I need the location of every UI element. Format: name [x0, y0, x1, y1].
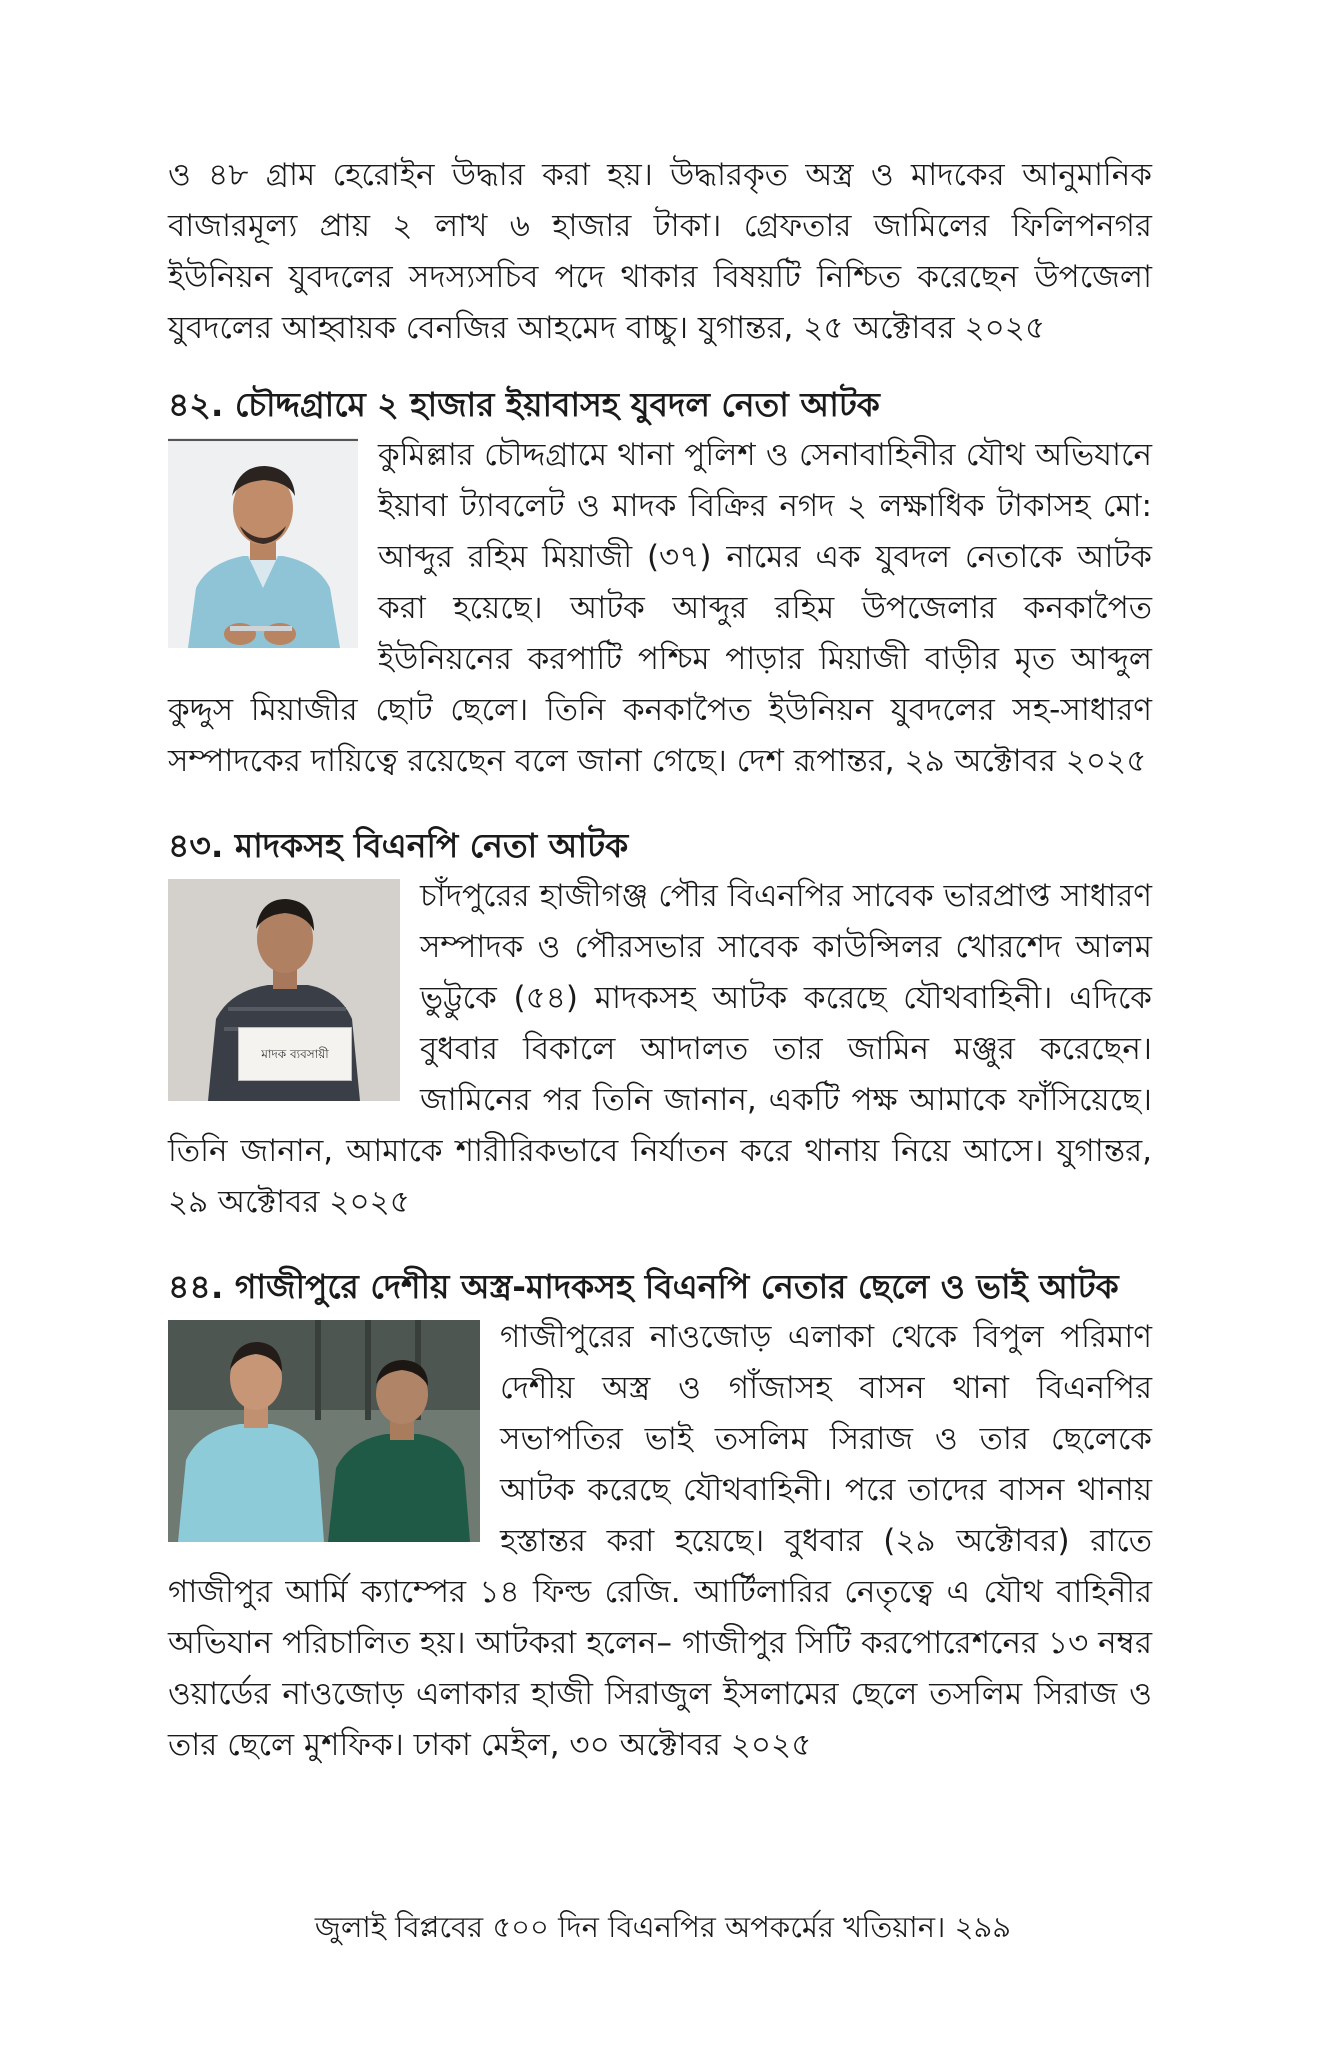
placard	[238, 1027, 352, 1081]
article-44	[168, 1262, 1152, 1771]
article-photo	[168, 438, 358, 648]
article-text: চাঁদপুরের হাজীগঞ্জ পৌর বিএনপির সাবেক ভারপ্রাপ্ত সাধারণ সম্পাদক ও পৌরসভার সাবেক কাউন্সিলর খোরশেদ আলম ভুট্টুকে (৫৪) মাদকসহ আটক করেছে যৌথবাহিনী। এদিকে বুধবার বিকালে আদালত তার জামিন মঞ্জুর করেছেন। জামিনের পর তিনি জানান, একটি পক্ষ আমাকে ফাঁসিয়েছে। তিনি জানান, আমাকে শারীরিকভাবে নির্যাতন করে থানায় নিয়ে আসে। যুগান্তর, ২৯ অক্টোবর ২০২৫	[168, 878, 1152, 1220]
page-footer: জুলাই বিপ্লবের ৫০০ দিন বিএনপির অপকর্মের খতিয়ান। ২৯৯	[314, 1910, 1012, 1944]
article-heading: ৪৩. মাদকসহ বিএনপি নেতা আটক	[168, 826, 629, 865]
article-photo	[168, 879, 400, 1101]
article-photo	[168, 1320, 480, 1542]
article-43	[168, 821, 1152, 1228]
article-text: গাজীপুরের নাওজোড় এলাকা থেকে বিপুল পরিমাণ দেশীয় অস্ত্র ও গাঁজাসহ বাসন থানা বিএনপির সভাপতির ভাই তসলিম সিরাজ ও তার ছেলেকে আটক করেছে যৌথবাহিনী। পরে তাদের বাসন থানায় হস্তান্তর করা হয়েছে। বুধবার (২৯ অক্টোবর) রাতে গাজীপুর আর্মি ক্যাম্পের ১৪ ফিল্ড রেজি. আর্টিলারির নেতৃত্বে এ যৌথ বাহিনীর অভিযান পরিচালিত হয়। আটকরা হলেন– গাজীপুর সিটি করপোরেশনের ১৩ নম্বর ওয়ার্ডের নাওজোড় এলাকার হাজী সিরাজুল ইসলামের ছেলে তসলিম সিরাজ ও তার ছেলে মুশফিক। ঢাকা মেইল, ৩০ অক্টোবর ২০২৫	[168, 1319, 1152, 1763]
intro-paragraph: ও ৪৮ গ্রাম হেরোইন উদ্ধার করা হয়। উদ্ধারকৃত অস্ত্র ও মাদকের আনুমানিক বাজারমূল্য প্রায় ২ লাখ ৬ হাজার টাকা। গ্রেফতার জামিলের ফিলিপনগর ইউনিয়ন যুবদলের সদস্যসচিব পদে থাকার বিষয়টি নিশ্চিত করেছেন উপজেলা যুবদলের আহ্বায়ক বেনজির আহমেদ বাচ্চু। যুগান্তর, ২৫ অক্টোবর ২০২৫	[168, 157, 1152, 346]
article-text: কুমিল্লার চৌদ্দগ্রামে থানা পুলিশ ও সেনাবাহিনীর যৌথ অভিযানে ইয়াবা ট্যাবলেট ও মাদক বিক্রির নগদ ২ লক্ষাধিক টাকাসহ মো: আব্দুর রহিম মিয়াজী (৩৭) নামের এক যুবদল নেতাকে আটক করা হয়েছে। আটক আব্দুর রহিম উপজেলার কনকাপৈত ইউনিয়নের করপাটি পশ্চিম পাড়ার মিয়াজী বাড়ীর মৃত আব্দুল কুদ্দুস মিয়াজীর ছোট ছেলে। তিনি কনকাপৈত ইউনিয়ন যুবদলের সহ-সাধারণ সম্পাদকের দায়িত্বে রয়েছেন বলে জানা গেছে। দেশ রূপান্তর, ২৯ অক্টোবর ২০২৫	[168, 437, 1152, 779]
article-42	[168, 380, 1152, 787]
page-body	[168, 150, 1152, 1771]
placard-text: মাদক ব্যবসায়ী	[261, 1047, 329, 1061]
article-heading: ৪২. চৌদ্দগ্রামে ২ হাজার ইয়াবাসহ যুবদল নেতা আটক	[168, 385, 880, 424]
article-heading: ৪৪. গাজীপুরে দেশীয় অস্ত্র-মাদকসহ বিএনপি নেতার ছেলে ও ভাই আটক	[168, 1267, 1119, 1306]
